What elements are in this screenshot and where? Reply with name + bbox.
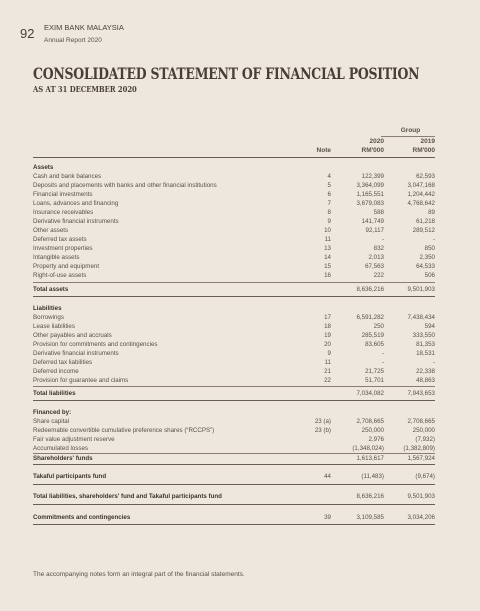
row-value-2020: 6,591,282: [356, 314, 384, 321]
row-note: 18: [324, 323, 331, 330]
row-note: 9: [327, 218, 331, 225]
row-value-2019: 2,350: [419, 254, 435, 261]
table-row: [33, 513, 435, 522]
row-value-2020: 122,399: [361, 173, 384, 180]
row-value-2020: 250,000: [361, 427, 384, 434]
row-divider: [33, 386, 435, 387]
row-label: Fair value adjustment reserve: [33, 436, 115, 443]
year-2019-header: 2019: [420, 138, 435, 145]
row-value-2020: 1,613,617: [356, 455, 384, 462]
row-value-2020: -: [381, 236, 384, 243]
row-value-2019: (1,382,809): [403, 445, 435, 452]
row-value-2019: 9,501,903: [407, 493, 435, 500]
row-value-2019: 62,593: [416, 173, 435, 180]
row-note: 6: [327, 191, 331, 198]
row-label: Total liabilities, shareholders' fund and Takaful participants fund: [33, 493, 222, 500]
row-value-2019: 250,000: [412, 427, 435, 434]
row-value-2019: (9,674): [415, 473, 435, 480]
row-value-2019: -: [432, 236, 435, 243]
table-row: [33, 199, 435, 208]
row-value-2019: 289,512: [412, 227, 435, 234]
row-label: Deferred income: [33, 368, 79, 375]
row-value-2019: 64,533: [416, 263, 435, 270]
table-row: [33, 181, 435, 190]
row-value-2019: 7,943,653: [407, 390, 435, 397]
row-value-2019: 594: [424, 323, 435, 330]
table-row: [33, 172, 435, 181]
row-divider: [33, 464, 435, 465]
row-label: Deposits and placements with banks and other financial institutions: [33, 182, 217, 189]
row-divider: [33, 296, 435, 297]
table-row: [33, 340, 435, 349]
row-label: Derivative financial instruments: [33, 350, 119, 357]
table-row: [33, 444, 435, 453]
table-row: [33, 322, 435, 331]
table-row: [33, 304, 435, 313]
row-value-2019: 4,768,642: [407, 200, 435, 207]
row-value-2019: -: [432, 359, 435, 366]
header-rule: [33, 157, 435, 158]
row-label: Intangible assets: [33, 254, 80, 261]
table-row: [33, 472, 435, 481]
row-value-2020: 3,109,585: [356, 514, 384, 521]
row-value-2020: 8,636,216: [356, 286, 384, 293]
table-row: [33, 217, 435, 226]
row-value-2020: (1,348,024): [352, 445, 384, 452]
row-value-2020: 285,519: [361, 332, 384, 339]
row-note: 17: [324, 314, 331, 321]
row-value-2020: (11,483): [361, 473, 384, 480]
table-row: [33, 226, 435, 235]
row-label: Cash and bank balances: [33, 173, 102, 180]
row-label: Accumulated losses: [33, 445, 89, 452]
row-note: 15: [324, 263, 331, 270]
group-header: Group: [400, 127, 421, 134]
row-label: Loans, advances and financing: [33, 200, 119, 207]
row-label: Lease liabilities: [33, 323, 75, 330]
table-row: [33, 358, 435, 367]
row-note: 10: [324, 227, 331, 234]
row-value-2020: 21,725: [365, 368, 384, 375]
table-row: [33, 492, 435, 501]
table-row: [33, 349, 435, 358]
page-number: 92: [20, 26, 35, 41]
row-label: Financed by:: [33, 409, 72, 416]
row-value-2020: 141,749: [361, 218, 384, 225]
table-row: [33, 417, 435, 426]
table-row: [33, 408, 435, 417]
page-subtitle: AS AT 31 DECEMBER 2020: [33, 84, 137, 94]
row-value-2020: 51,701: [365, 377, 384, 384]
row-value-2019: 61,218: [416, 218, 435, 225]
row-note: 7: [327, 200, 331, 207]
row-note: 11: [324, 236, 331, 243]
row-value-2020: 1,165,551: [356, 191, 384, 198]
row-label: Total assets: [33, 286, 69, 293]
row-value-2019: 22,338: [416, 368, 435, 375]
group-header-rule: [381, 136, 435, 137]
organization-name: EXIM BANK MALAYSIA: [44, 23, 124, 32]
table-row: [33, 313, 435, 322]
table-row: [33, 389, 435, 398]
row-value-2020: 92,117: [365, 227, 384, 234]
report-name: Annual Report 2020: [44, 37, 102, 44]
row-note: 4: [327, 173, 331, 180]
row-value-2020: 8,636,216: [356, 493, 384, 500]
row-note: 8: [327, 209, 331, 216]
row-value-2020: -: [381, 359, 384, 366]
row-label: Other assets: [33, 227, 69, 234]
row-value-2019: 850: [424, 245, 435, 252]
row-label: Right-of-use assets: [33, 272, 87, 279]
row-note: 9: [327, 350, 331, 357]
row-value-2019: 333,550: [412, 332, 435, 339]
row-note: 39: [324, 514, 331, 521]
row-label: Assets: [33, 164, 54, 171]
table-row: [33, 235, 435, 244]
row-divider: [33, 282, 435, 283]
row-label: Provision for guarantee and claims: [33, 377, 129, 384]
row-value-2020: 67,563: [365, 263, 384, 270]
table-row: [33, 435, 435, 444]
row-label: Share capital: [33, 418, 70, 425]
row-value-2020: 250: [373, 323, 384, 330]
row-value-2020: 3,679,083: [356, 200, 384, 207]
row-label: Total liabilities: [33, 390, 76, 397]
row-label: Borrowings: [33, 314, 64, 321]
table-row: [33, 253, 435, 262]
table-row: [33, 285, 435, 294]
row-value-2019: 3,047,168: [407, 182, 435, 189]
row-value-2019: 3,034,206: [407, 514, 435, 521]
row-divider: [33, 400, 435, 401]
row-divider: [33, 504, 435, 505]
row-note: 21: [324, 368, 331, 375]
row-value-2020: 222: [373, 272, 384, 279]
table-row: [33, 426, 435, 435]
table-row: [33, 376, 435, 385]
row-note: 13: [324, 245, 331, 252]
row-value-2019: 48,863: [416, 377, 435, 384]
row-note: 23 (b): [314, 427, 331, 434]
row-label: Provision for commitments and contingencies: [33, 341, 158, 348]
note-header: Note: [316, 147, 331, 154]
row-note: 19: [324, 332, 331, 339]
table-row: [33, 163, 435, 172]
row-divider: [33, 524, 435, 525]
row-value-2020: 2,976: [368, 436, 384, 443]
row-label: Redeemable convertible cumulative preference shares (“RCCPS”): [33, 427, 215, 434]
unit-2020-header: RM'000: [361, 147, 384, 154]
row-value-2019: 1,204,442: [407, 191, 435, 198]
row-note: 23 (a): [314, 418, 331, 425]
table-row: [33, 190, 435, 199]
row-value-2019: 81,353: [416, 341, 435, 348]
table-row: [33, 244, 435, 253]
row-label: Property and equipment: [33, 263, 100, 270]
row-value-2019: 9,501,903: [407, 286, 435, 293]
row-note: 14: [324, 254, 331, 261]
row-value-2020: 83,605: [365, 341, 384, 348]
row-note: 22: [324, 377, 331, 384]
row-label: Deferred tax liabilities: [33, 359, 93, 366]
row-value-2020: 832: [373, 245, 384, 252]
row-value-2020: 588: [373, 209, 384, 216]
row-label: Shareholders' funds: [33, 455, 93, 462]
row-note: 16: [324, 272, 331, 279]
row-value-2019: (7,932): [415, 436, 435, 443]
row-value-2020: 2,013: [368, 254, 384, 261]
row-label: Liabilities: [33, 305, 62, 312]
page-title: CONSOLIDATED STATEMENT OF FINANCIAL POSITION: [33, 64, 420, 83]
row-label: Other payables and accruals: [33, 332, 112, 339]
row-note: 5: [327, 182, 331, 189]
table-row: [33, 331, 435, 340]
row-label: Derivative financial instruments: [33, 218, 119, 225]
row-value-2019: 1,567,924: [407, 455, 435, 462]
row-value-2019: 18,531: [416, 350, 435, 357]
row-note: 11: [324, 359, 331, 366]
unit-2019-header: RM'000: [412, 147, 435, 154]
row-value-2019: 7,438,434: [407, 314, 435, 321]
row-note: 20: [324, 341, 331, 348]
row-label: Financial investments: [33, 191, 93, 198]
row-value-2020: 3,364,099: [356, 182, 384, 189]
row-value-2020: -: [381, 350, 384, 357]
table-row: [33, 367, 435, 376]
footnote: The accompanying notes form an integral part of the financial statements.: [33, 571, 245, 578]
row-note: 44: [324, 473, 331, 480]
table-row: [33, 454, 435, 463]
table-row: [33, 262, 435, 271]
row-label: Investment properties: [33, 245, 93, 252]
row-label: Deferred tax assets: [33, 236, 87, 243]
table-row: [33, 208, 435, 217]
row-label: Commitments and contingencies: [33, 514, 131, 521]
row-divider: [33, 484, 435, 485]
row-value-2019: 506: [424, 272, 435, 279]
row-label: Takaful participants fund: [33, 473, 107, 480]
table-row: [33, 271, 435, 280]
row-value-2019: 2,708,665: [407, 418, 435, 425]
row-value-2020: 2,708,665: [356, 418, 384, 425]
row-label: Insurance receivables: [33, 209, 94, 216]
row-value-2019: 89: [428, 209, 435, 216]
row-value-2020: 7,034,082: [356, 390, 384, 397]
year-2020-header: 2020: [369, 138, 384, 145]
